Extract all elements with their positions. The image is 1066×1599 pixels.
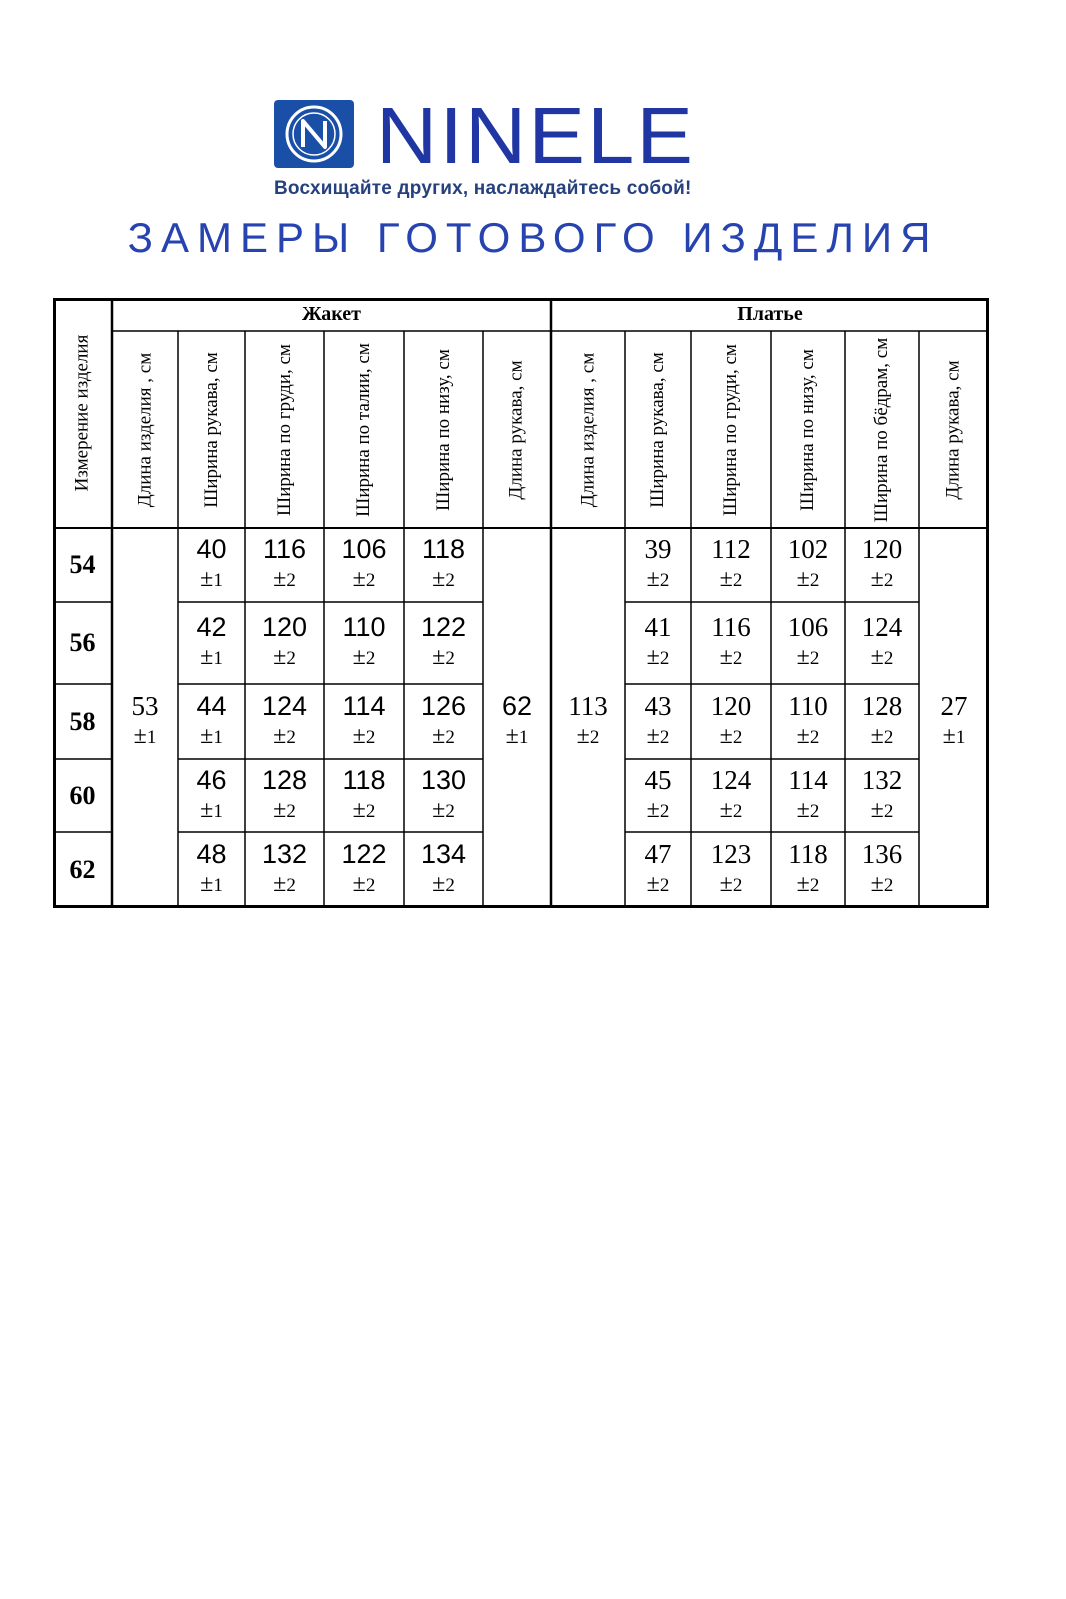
dress-value-cell (771, 832, 845, 908)
column-header-label: Ширина рукава, см (647, 351, 668, 508)
size-label: 60 (69, 780, 96, 810)
jacket-value-cell (324, 832, 404, 908)
value: 114 (342, 690, 386, 721)
tolerance: ±2 (719, 644, 743, 670)
value: 132 (261, 839, 308, 869)
dress-value-cell (771, 528, 845, 602)
tolerance: ±2 (870, 566, 894, 592)
dress-column-header (919, 331, 989, 528)
dress-value-cell (771, 684, 845, 759)
page-title: ЗАМЕРЫ ГОТОВОГО ИЗДЕЛИЯ (127, 214, 939, 261)
column-header-label: Ширина рукава, см (200, 351, 222, 508)
dress-column-header (625, 331, 691, 528)
tolerance: ±2 (796, 871, 820, 897)
jacket-value-cell (178, 684, 245, 759)
dress-value-cell (625, 528, 691, 602)
tolerance: ±1 (200, 722, 223, 749)
value: 62 (501, 690, 533, 721)
value: 112 (711, 534, 751, 564)
value: 132 (861, 764, 903, 795)
jacket-length-value (112, 684, 178, 759)
value: 43 (644, 690, 672, 721)
tolerance: ±2 (870, 871, 894, 897)
tolerance: ±2 (719, 871, 743, 897)
tolerance: ±1 (942, 722, 966, 749)
jacket-value-cell (404, 832, 483, 908)
jacket-column-header (324, 331, 404, 528)
value: 136 (861, 839, 903, 869)
value: 106 (341, 534, 387, 564)
tolerance: ±2 (870, 722, 894, 749)
tolerance: ±2 (352, 796, 376, 823)
dress-value-cell (625, 684, 691, 759)
dress-value-cell (625, 832, 691, 908)
jacket-value-cell (324, 684, 404, 759)
tolerance: ±2 (870, 644, 894, 670)
tolerance: ±2 (273, 796, 296, 823)
dress-value-cell (691, 602, 771, 684)
jacket-column-header (245, 331, 324, 528)
tolerance: ±1 (200, 871, 223, 897)
value: 27 (940, 690, 968, 721)
dress-value-cell (771, 602, 845, 684)
tolerance: ±2 (273, 871, 296, 897)
value: 134 (420, 839, 467, 869)
column-header-label: Длина изделия , см (134, 352, 155, 507)
column-header-label: Длина изделия , см (577, 352, 598, 507)
tolerance: ±2 (796, 566, 820, 592)
tolerance: ±2 (646, 796, 670, 823)
size-label: 58 (69, 706, 96, 736)
value: 46 (196, 764, 227, 795)
jacket-value-cell (324, 602, 404, 684)
tolerance: ±1 (200, 566, 223, 592)
column-header-label: Длина рукава, см (943, 359, 965, 500)
value: 53 (131, 690, 159, 721)
value: 113 (568, 690, 608, 721)
tolerance: ±1 (505, 722, 529, 749)
size-label: 54 (69, 550, 96, 579)
tolerance: ±2 (273, 722, 296, 749)
size-label: 56 (69, 628, 96, 657)
tolerance: ±2 (432, 796, 455, 823)
jacket-value-cell (404, 759, 483, 832)
jacket-column-header (112, 331, 178, 528)
size-label: 62 (69, 855, 96, 884)
value: 116 (711, 612, 751, 642)
tolerance: ±2 (719, 796, 743, 823)
value: 118 (421, 534, 466, 564)
tolerance: ±2 (576, 722, 600, 749)
dress-sleeve-length-value (919, 684, 989, 759)
value: 122 (420, 612, 467, 642)
dress-value-cell (691, 832, 771, 908)
value: 42 (196, 612, 227, 642)
tolerance: ±1 (200, 644, 223, 670)
value: 128 (261, 764, 308, 795)
tolerance: ±2 (273, 566, 296, 592)
tolerance: ±2 (796, 796, 820, 823)
dress-value-cell (625, 759, 691, 832)
dress-column-header (691, 331, 771, 528)
tolerance: ±2 (646, 644, 670, 670)
column-header-label: Ширина по низу, см (432, 348, 454, 511)
jacket-value-cell (245, 684, 324, 759)
value: 123 (710, 839, 752, 869)
tolerance: ±2 (352, 644, 376, 670)
dress-column-header (771, 331, 845, 528)
value: 124 (710, 764, 752, 795)
value: 110 (342, 612, 386, 642)
jacket-value-cell (324, 528, 404, 602)
jacket-value-cell (178, 759, 245, 832)
dress-value-cell (845, 528, 919, 602)
dress-value-cell (625, 602, 691, 684)
group-label-jacket: Жакет (301, 303, 361, 325)
tolerance: ±2 (719, 722, 743, 749)
dress-value-cell (691, 684, 771, 759)
dress-value-cell (691, 759, 771, 832)
value: 102 (787, 534, 829, 564)
column-header-label: Ширина по низу, см (797, 348, 818, 511)
row-header (53, 298, 112, 528)
value: 120 (710, 690, 752, 721)
value: 124 (261, 690, 308, 721)
jacket-sleeve-length-value (483, 684, 551, 759)
brand-slogan: Восхищайте других, наслаждайтесь собой! (274, 178, 692, 199)
dress-value-cell (691, 528, 771, 602)
column-header-label: Ширина по груди, см (273, 343, 295, 516)
dress-value-cell (771, 759, 845, 832)
dress-column-header (845, 331, 919, 528)
value: 45 (644, 764, 672, 795)
value: 118 (342, 764, 386, 795)
jacket-value-cell (178, 528, 245, 602)
dress-value-cell (845, 759, 919, 832)
column-header-label: Ширина по груди, см (720, 343, 742, 516)
value: 126 (420, 690, 467, 721)
tolerance: ±2 (646, 722, 670, 749)
value: 106 (787, 612, 829, 642)
value: 41 (644, 612, 672, 642)
value: 118 (788, 839, 828, 869)
value: 124 (861, 612, 903, 642)
value: 116 (262, 534, 307, 564)
value: 39 (644, 534, 672, 564)
tolerance: ±2 (352, 871, 376, 897)
column-header-label: Ширина по талии, см (353, 342, 374, 517)
tolerance: ±2 (432, 566, 455, 592)
value: 130 (420, 764, 467, 795)
column-header-label: Измерение изделия (71, 334, 93, 492)
value: 122 (341, 839, 387, 869)
dress-column-header (551, 331, 625, 528)
value: 120 (861, 534, 903, 564)
tolerance: ±2 (352, 566, 376, 592)
value: 110 (788, 690, 828, 721)
tolerance: ±2 (432, 644, 455, 670)
dress-length-value (551, 684, 625, 759)
tolerance: ±1 (133, 722, 157, 749)
jacket-column-header (483, 331, 551, 528)
tolerance: ±2 (432, 871, 455, 897)
dress-value-cell (845, 832, 919, 908)
jacket-value-cell (404, 528, 483, 602)
jacket-column-header (178, 331, 245, 528)
tolerance: ±2 (870, 796, 894, 823)
jacket-column-header (404, 331, 483, 528)
tolerance: ±2 (646, 871, 670, 897)
group-label-dress: Платье (737, 303, 803, 325)
jacket-value-cell (324, 759, 404, 832)
jacket-value-cell (245, 602, 324, 684)
size-table (53, 298, 989, 908)
tolerance: ±2 (796, 644, 820, 670)
ninele-logo-icon (274, 100, 354, 168)
dress-value-cell (845, 602, 919, 684)
jacket-value-cell (178, 602, 245, 684)
tolerance: ±2 (719, 566, 743, 592)
tolerance: ±2 (646, 566, 670, 592)
tolerance: ±1 (200, 796, 223, 823)
jacket-value-cell (404, 684, 483, 759)
dress-value-cell (845, 684, 919, 759)
value: 47 (644, 839, 672, 869)
column-header-label: Длина рукава, см (506, 359, 528, 500)
value: 48 (196, 839, 227, 869)
value: 120 (261, 612, 308, 642)
value: 44 (196, 690, 227, 721)
jacket-value-cell (245, 832, 324, 908)
jacket-value-cell (178, 832, 245, 908)
value: 40 (196, 534, 227, 564)
tolerance: ±2 (273, 644, 296, 670)
column-header-label: Ширина по бёдрам, см (871, 337, 893, 522)
jacket-value-cell (404, 602, 483, 684)
value: 128 (861, 690, 903, 721)
value: 114 (788, 764, 828, 795)
brand-name: NINELE (376, 91, 696, 180)
tolerance: ±2 (796, 722, 820, 749)
jacket-value-cell (245, 759, 324, 832)
tolerance: ±2 (432, 722, 455, 749)
jacket-value-cell (245, 528, 324, 602)
tolerance: ±2 (352, 722, 376, 749)
